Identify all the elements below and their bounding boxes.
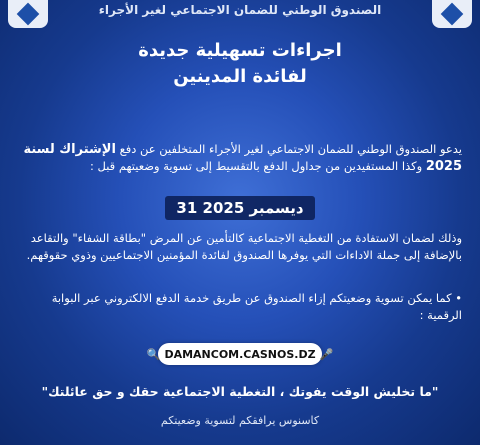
intro-text-c: وكذا المستفيدين من جداول الدفع بالتقسيط إلى تسوية وضعيتهم قبل : [89,159,423,173]
portal-url-link[interactable] [146,343,334,365]
header-org-name: الصندوق الوطني للضمان الاجتماعي لغير الأجراء [98,3,382,17]
search-icon: 🔍 [146,347,161,361]
intro-year: الإشتراك لسنة 2025 [23,142,462,174]
title-line-1: اجراءات تسهيلية جديدة [138,40,342,61]
slogan: "ما تخليش الوقت يفوتك ، التغطية الاجتماعية حقك و حق عائلتك" [41,384,439,399]
intro-text-a: يدعو الصندوق الوطني للضمان الاجتماعي لغير الأجراء المتخلفين عن دفع [119,142,462,156]
deadline-date: 31 ديسمبر 2025 [165,196,315,220]
title-line-2: لفائدة المدينين [173,66,307,87]
footer-text: كاسنوس يرافقكم لتسوية وضعيتكم [160,414,320,427]
benefits-paragraph: وذلك لضمان الاستفادة من التغطية الاجتماعية كالتأمين عن المرض "بطاقة الشفاء" والتقاعد بالإضافة إلى جملة الاداءات التي يوفرها الصندوق لفائدة المؤمنين الاجتماعيين وذوي حقوقهم. [26,231,462,262]
microphone-icon: 🎤 [319,347,334,361]
intro-paragraph [18,141,462,175]
payment-paragraph: • كما يمكن تسوية وضعيتكم إزاء الصندوق عن طريق خدمة الدفع الالكتروني عبر البوابة الرقمية : [51,291,462,322]
portal-url-text: DAMANCOM.CASNOS.DZ [164,347,316,361]
